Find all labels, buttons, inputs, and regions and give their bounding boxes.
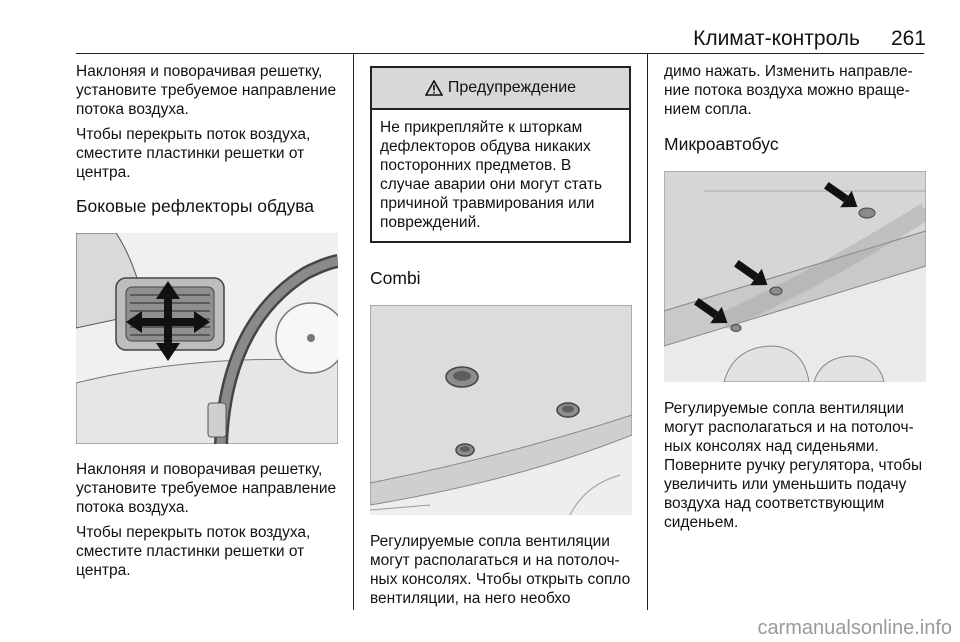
warning-triangle-icon bbox=[425, 80, 443, 96]
column-divider-2 bbox=[647, 54, 648, 610]
combi-ceiling-drawing bbox=[370, 305, 632, 515]
warning-box bbox=[370, 66, 631, 243]
paragraph: Регулируемые сопла вентиляции могут располагаться и на потолочных консолях над сиденьями. Поверните ручку регулятора, чтобы увеличить или уменьшить подачу воздуха над соответствующим сиденьем. bbox=[664, 400, 923, 531]
paragraph: Чтобы перекрыть поток воздуха, сместите пластинки решетки от центра. bbox=[76, 524, 311, 579]
page-number: 261 bbox=[890, 27, 926, 50]
section-heading: Боковые рефлекторы обдува bbox=[76, 196, 315, 216]
warning-header bbox=[372, 68, 629, 110]
paragraph: Чтобы перекрыть поток воздуха, сместите пластинки решетки от центра. bbox=[76, 126, 311, 181]
warning-text: Не прикрепляйте к шторкам дефлекторов обдува никаких посторонних предметов. В случае аварии они могут стать причиной травмирования или повреждений. bbox=[380, 119, 603, 231]
column-divider-1 bbox=[353, 54, 354, 610]
combi-ceiling-illustration bbox=[370, 305, 632, 515]
section-heading: Микроавтобус bbox=[664, 134, 779, 154]
paragraph: Регулируемые сопла вентиляции могут располагаться и на потолочных консолях. Чтобы открыть сопло вентиляции, на него необхо bbox=[370, 533, 631, 607]
side-vent-illustration bbox=[76, 233, 338, 444]
side-vent-drawing bbox=[76, 233, 338, 444]
paragraph: Наклоняя и поворачивая решетку, установите требуемое направление потока воздуха. bbox=[76, 63, 337, 118]
minibus-ceiling-illustration bbox=[664, 171, 926, 382]
section-heading: Combi bbox=[370, 268, 421, 288]
paragraph: Наклоняя и поворачивая решетку, установите требуемое направление потока воздуха. bbox=[76, 461, 337, 516]
paragraph: димо нажать. Изменить направление потока воздуха можно вращением сопла. bbox=[664, 63, 913, 118]
page-title: Климат-контроль bbox=[693, 27, 860, 50]
column-3 bbox=[664, 62, 926, 532]
header-rule bbox=[76, 53, 924, 54]
column-2 bbox=[370, 62, 636, 608]
warning-title: Предупреждение bbox=[447, 79, 577, 96]
column-1 bbox=[76, 62, 344, 580]
watermark: carmanualsonline.info bbox=[757, 617, 952, 639]
minibus-ceiling-drawing bbox=[664, 171, 926, 382]
